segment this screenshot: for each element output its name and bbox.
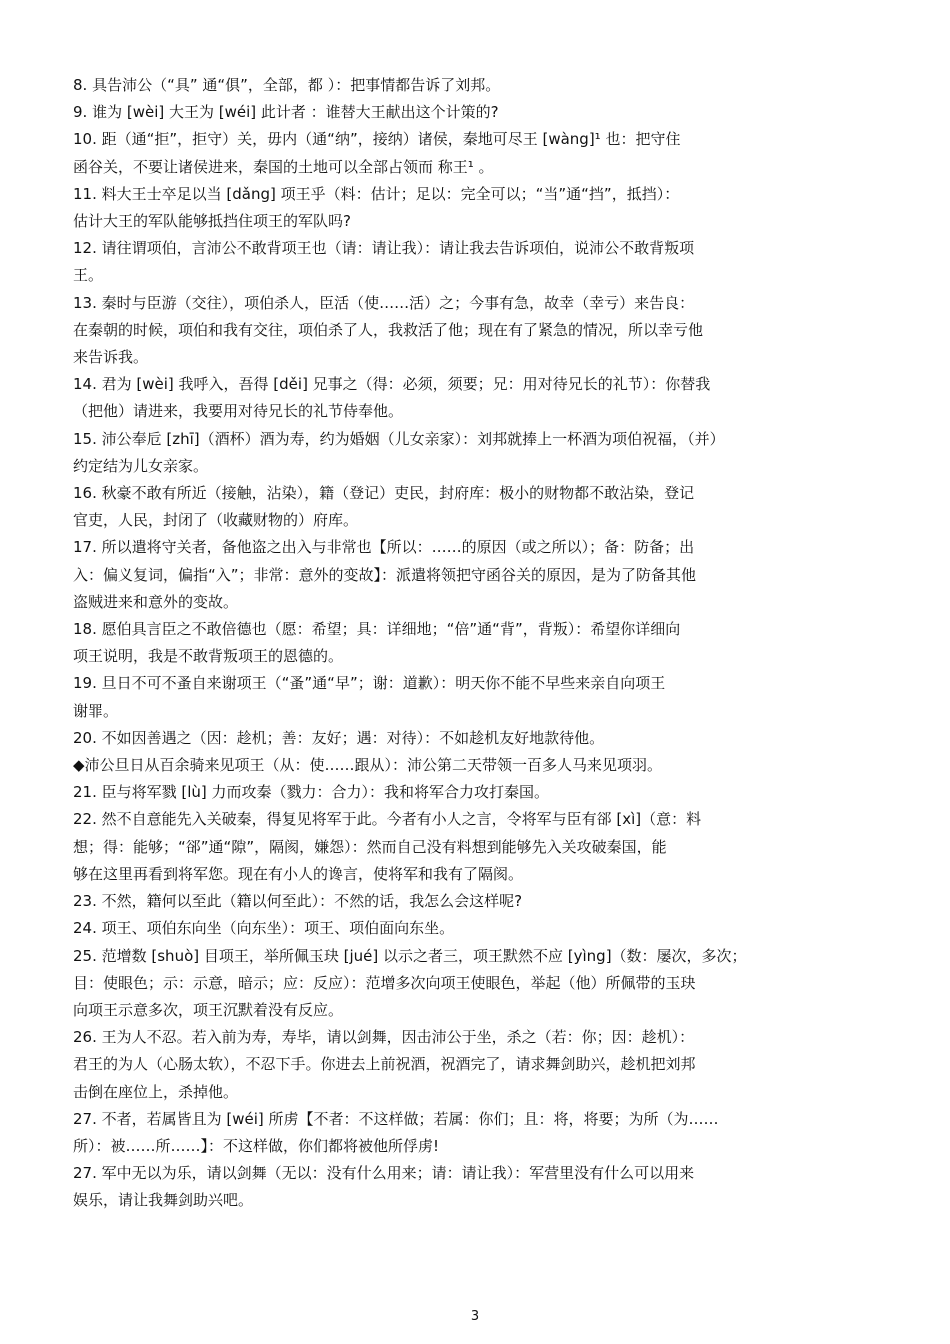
note-line: 9. 谁为 [wèi] 大王为 [wéi] 此计者 ：谁替大王献出这个计策的? — [73, 103, 499, 122]
note-line: 20. 不如因善遇之（因：趁机；善：友好；遇：对待）：不如趁机友好地款待他。 — [73, 728, 605, 747]
note-entry — [73, 888, 878, 915]
note-entry — [73, 725, 878, 752]
note-line: 想；得：能够；“郤”通“隙”，隔阂，嫌怨）：然而自己没有料想到能够先入关攻破秦国，能 — [73, 837, 667, 856]
note-entry — [73, 126, 878, 180]
note-line: 12. 请往谓项伯，言沛公不敢背项王也（请：请让我）：请让我去告诉项伯，说沛公不敢背叛项 — [73, 239, 695, 258]
note-line: 27. 不者，若属皆且为 [wéi] 所虏【不者：不这样做；若属：你们；且：将，将要；为所（为…… — [73, 1109, 719, 1128]
note-line: 10. 距（通“拒”，拒守）关，毋内（通“纳”，接纳）诸侯，秦地可尽王 [wàng]¹ 也：把守住 — [73, 130, 681, 149]
note-entry — [73, 534, 878, 616]
note-line: 13. 秦时与臣游（交往），项伯杀人，臣活（使……活）之；今事有急，故幸（幸亏）来告良： — [73, 293, 695, 312]
note-line: 来告诉我。 — [73, 348, 149, 367]
note-line: 官吏，人民，封闭了（收藏财物的）府库。 — [73, 511, 359, 530]
note-entry — [73, 1106, 878, 1160]
note-entry — [73, 779, 878, 806]
note-line: 22. 然不自意能先入关破秦，得复见将军于此。今者有小人之言，令将军与臣有郤 [xì]（意：料 — [73, 810, 702, 829]
note-line: 14. 君为 [wèi] 我呼入，吾得 [děi] 兄事之（得：必须，须要；兄：用对待兄长的礼节）：你替我 — [73, 375, 711, 394]
note-line: 15. 沛公奉卮 [zhī]（酒杯）酒为寿，约为婚姻（儿女亲家）：刘邦就捧上一杯酒为项伯祝福，（并） — [73, 429, 725, 448]
note-line: 王。 — [73, 266, 104, 285]
note-entry — [73, 480, 878, 534]
note-line: 入：偏义复词，偏指“入”；非常：意外的变故】：派遣将领把守函谷关的原因，是为了防备其他 — [73, 565, 697, 584]
note-line: 盗贼进来和意外的变故。 — [73, 592, 239, 611]
note-line: 26. 王为人不忍。若入前为寿，寿毕，请以剑舞，因击沛公于坐，杀之（若：你；因：趁机）： — [73, 1028, 695, 1047]
note-entry — [73, 1024, 878, 1106]
note-line: 项王说明，我是不敢背叛项王的恩德的。 — [73, 647, 344, 666]
note-line: ◆沛公旦日从百余骑来见项王（从：使……跟从）：沛公第二天带领一百多人马来见项羽。 — [73, 756, 663, 775]
note-entry — [73, 290, 878, 372]
note-entry — [73, 426, 878, 480]
note-line: 在秦朝的时候，项伯和我有交往，项伯杀了人，我救活了他；现在有了紧急的情况，所以幸亏他 — [73, 320, 704, 339]
note-entry — [73, 235, 878, 289]
note-line: 24. 项王、项伯东向坐（向东坐）：项王、项伯面向东坐。 — [73, 919, 455, 938]
note-line: 目：使眼色；示：示意，暗示；应：反应）：范增多次向项王使眼色，举起（他）所佩带的玉玦 — [73, 973, 696, 992]
note-line: 19. 旦日不可不蚤自来谢项王（“蚤”通“早”；谢：道歉）：明天你不能不早些来亲自向项王 — [73, 674, 666, 693]
note-line: 函谷关，不要让诸侯进来，秦国的土地可以全部占领而 称王¹ 。 — [73, 157, 494, 176]
note-line: 8. 具告沛公（“具” 通“俱”，全部，都 ）：把事情都告诉了刘邦。 — [73, 76, 501, 94]
note-line: 17. 所以遣将守关者，备他盗之出入与非常也【所以：……的原因（或之所以）；备：防备；出 — [73, 538, 695, 557]
note-line: 约定结为儿女亲家。 — [73, 456, 209, 475]
note-line: 娱乐，请让我舞剑助兴吧。 — [73, 1191, 254, 1210]
note-line: 击倒在座位上，杀掉他。 — [73, 1082, 239, 1101]
note-line: 18. 愿伯具言臣之不敢倍德也（愿：希望；具：详细地；“倍”通“背”，背叛）：希望你详细向 — [73, 620, 681, 639]
note-line: 所）：被……所……】：不这样做，你们都将被他所俘虏! — [73, 1136, 440, 1155]
note-line: 向项王示意多次，项王沉默着没有反应。 — [73, 1000, 344, 1019]
note-line: （把他）请进来，我要用对待兄长的礼节侍奉他。 — [73, 402, 404, 421]
note-entry — [73, 752, 878, 779]
note-line: 估计大王的军队能够抵挡住项王的军队吗? — [73, 212, 351, 231]
note-entry — [73, 943, 878, 1025]
note-line: 25. 范增数 [shuò] 目项王，举所佩玉玦 [jué] 以示之者三，项王默然不应 [yìng]（数：屡次，多次； — [73, 946, 747, 965]
note-line: 16. 秋豪不敢有所近（接触，沾染），籍（登记）吏民，封府库：极小的财物都不敢沾染，登记 — [73, 484, 695, 503]
note-line: 23. 不然，籍何以至此（籍以何至此）：不然的话，我怎么会这样呢? — [73, 892, 523, 911]
note-entry — [73, 1160, 878, 1214]
note-line: 谢罪。 — [73, 701, 119, 720]
note-entry — [73, 806, 878, 888]
note-entry — [73, 99, 878, 126]
note-entry — [73, 72, 878, 99]
notes-list — [73, 72, 878, 1215]
note-line: 11. 料大王士卒足以当 [dǎng] 项王乎（料：估计；足以：完全可以；“当”通“挡”，抵挡）： — [73, 184, 680, 203]
note-entry — [73, 371, 878, 425]
note-entry — [73, 670, 878, 724]
note-line: 21. 臣与将军戮 [lù] 力而攻秦（戮力：合力）：我和将军合力攻打秦国。 — [73, 783, 550, 802]
note-entry — [73, 181, 878, 235]
note-line: 27. 军中无以为乐，请以剑舞（无以：没有什么用来；请：请让我）：军营里没有什么可以用来 — [73, 1164, 695, 1183]
note-line: 君王的为人（心肠太软），不忍下手。你进去上前祝酒，祝酒完了，请求舞剑助兴，趁机把刘邦 — [73, 1055, 696, 1074]
note-entry — [73, 915, 878, 942]
note-entry — [73, 616, 878, 670]
note-line: 够在这里再看到将军您。现在有小人的谗言，使将军和我有了隔阂。 — [73, 864, 524, 883]
page-number: 3 — [470, 1309, 480, 1324]
